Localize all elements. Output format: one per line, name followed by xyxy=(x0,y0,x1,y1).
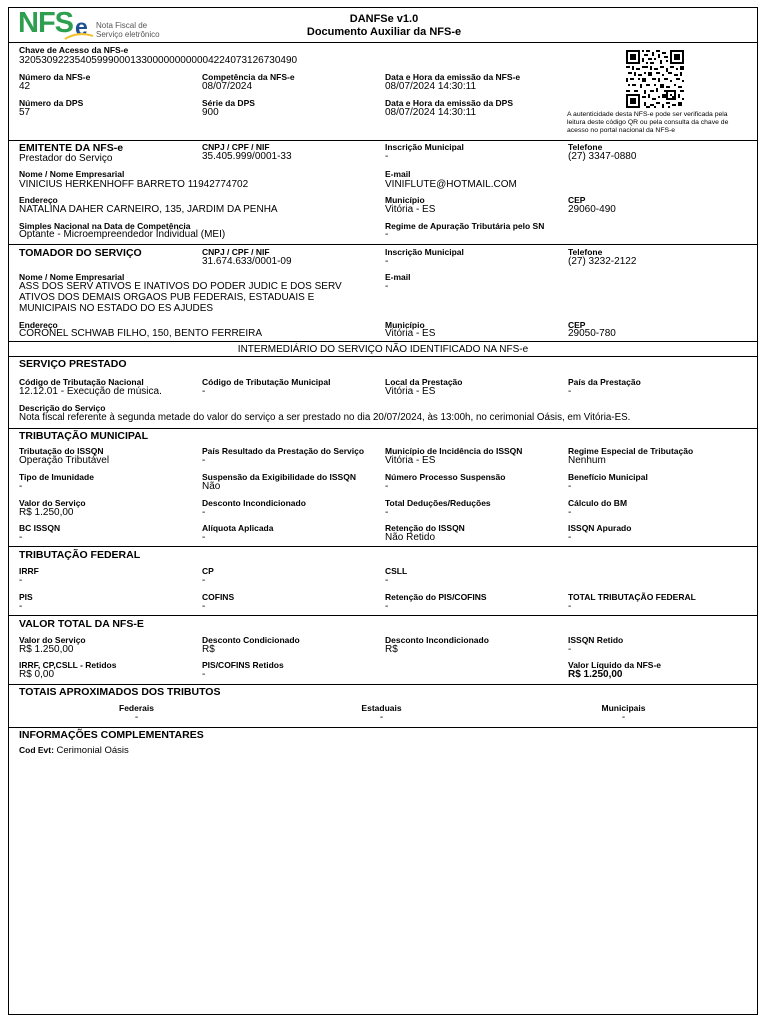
total-federal-value: - xyxy=(568,601,572,612)
desconto-inc-value: - xyxy=(202,507,206,518)
vt-servico-value: R$ 1.250,00 xyxy=(19,644,74,655)
trib-issqn-label: Tributação do ISSQN xyxy=(19,446,104,456)
pis-value: - xyxy=(19,601,23,612)
emitente-email-value: VINIFLUTE@HOTMAIL.COM xyxy=(385,179,517,190)
emitente-end-label: Endereço xyxy=(19,195,58,205)
vt-irrf-label: IRRF, CP,CSLL - Retidos xyxy=(19,660,117,670)
tomador-cnpj-value: 31.674.633/0001-09 xyxy=(202,256,292,267)
vt-pis-value: - xyxy=(202,669,206,680)
chave-value: 32053092235405999000133000000000004224073126730490 xyxy=(19,55,298,66)
irrf-value: - xyxy=(19,575,23,586)
tomador-nome-line-2: ATIVOS DOS DEMAIS ORGAOS PUB FEDERAIS, ESTADUAIS E xyxy=(19,292,315,303)
qr-code-icon xyxy=(626,50,684,108)
imunidade-value: - xyxy=(19,481,23,492)
servico-desc-value: Nota fiscal referente à segunda metade do valor do serviço a ser prestado no dia 20/07/2024, às 13:00h, no cerimonial Oásis, em Vitória-ES. xyxy=(19,412,631,423)
issqn-apurado-label: ISSQN Apurado xyxy=(568,523,632,533)
emitente-im-value: - xyxy=(385,151,389,162)
tomador-email-value: - xyxy=(385,281,389,292)
desconto-inc-label: Desconto Incondicionado xyxy=(202,498,306,508)
emitente-cep-label: CEP xyxy=(568,195,586,205)
vt-desc-cond-value: R$ xyxy=(202,644,215,655)
emitente-im-label: Inscrição Municipal xyxy=(385,142,464,152)
tomador-cnpj-label: CNPJ / CPF / NIF xyxy=(202,247,270,257)
intermediario-notice: INTERMEDIÁRIO DO SERVIÇO NÃO IDENTIFICADO NA NFS-e xyxy=(237,344,529,355)
vt-desc-inc-label: Desconto Incondicionado xyxy=(385,635,489,645)
vt-irrf-value: R$ 0,00 xyxy=(19,669,55,680)
vt-liquido-value: R$ 1.250,00 xyxy=(568,669,623,680)
qr-note: A autenticidade desta NFS-e pode ser verificada pela leitura deste código QR ou pela consulta da chave de acesso no portal nacional da NFS-e xyxy=(567,111,729,134)
vt-pis-label: PIS/COFINS Retidos xyxy=(202,660,284,670)
danfse-document xyxy=(8,7,758,1015)
tomador-title: TOMADOR DO SERVIÇO xyxy=(19,247,142,259)
trib-fed-title: TRIBUTAÇÃO FEDERAL xyxy=(19,549,141,561)
totais-estaduais-label: Estaduais xyxy=(361,703,402,713)
chave-label: Chave de Acesso da NFS-e xyxy=(19,45,129,55)
calculo-bm-value: - xyxy=(568,507,572,518)
retencao-issqn-label: Retenção do ISSQN xyxy=(385,523,465,533)
vt-desc-inc-value: R$ xyxy=(385,644,398,655)
emitente-title: EMITENTE DA NFS-e xyxy=(19,142,124,154)
valor-servico-label: Valor do Serviço xyxy=(19,498,86,508)
header-subtitle: Documento Auxiliar da NFS-e xyxy=(306,26,462,38)
servico-ctm-label: Código de Tributação Municipal xyxy=(202,377,331,387)
servico-ctn-value: 12.12.01 - Execução de música. xyxy=(19,386,162,397)
logo-nf: NFS xyxy=(18,7,73,39)
retencao-pis-label: Retenção do PIS/COFINS xyxy=(385,592,487,602)
totais-federais-label: Federais xyxy=(119,703,154,713)
totais-title: TOTAIS APROXIMADOS DOS TRIBUTOS xyxy=(19,686,221,698)
servico-title: SERVIÇO PRESTADO xyxy=(19,358,127,370)
emissao-dps-value: 08/07/2024 14:30:11 xyxy=(385,107,477,118)
emitente-cnpj-value: 35.405.999/0001-33 xyxy=(202,151,292,162)
pais-resultado-label: País Resultado da Prestação do Serviço xyxy=(202,446,365,456)
tomador-email-label: E-mail xyxy=(385,272,411,282)
bc-issqn-value: - xyxy=(19,532,23,543)
servico-local-label: Local da Prestação xyxy=(385,377,463,387)
tomador-nome-label: Nome / Nome Empresarial xyxy=(19,272,125,282)
cp-label: CP xyxy=(202,566,214,576)
pais-resultado-value: - xyxy=(202,455,206,466)
emitente-end-value: NATALINA DAHER CARNEIRO, 135, JARDIM DA PENHA xyxy=(19,204,278,215)
vt-servico-label: Valor do Serviço xyxy=(19,635,86,645)
issqn-apurado-value: - xyxy=(568,532,572,543)
emitente-nome-value: VINICIUS HERKENHOFF BARRETO 11942774702 xyxy=(19,179,249,190)
totais-federais-value: - xyxy=(134,712,139,723)
numero-nfse-value: 42 xyxy=(19,81,31,92)
info-cod-evt xyxy=(19,745,129,756)
vt-issqn-ret-value: - xyxy=(568,644,572,655)
mun-incidencia-label: Município de Incidência do ISSQN xyxy=(385,446,523,456)
aliquota-value: - xyxy=(202,532,206,543)
emitente-regime-label: Regime de Apuração Tributária pelo SN xyxy=(385,221,545,231)
retencao-pis-value: - xyxy=(385,601,389,612)
mun-incidencia-value: Vitória - ES xyxy=(385,455,436,466)
serie-dps-value: 900 xyxy=(202,107,219,118)
csll-value: - xyxy=(385,575,389,586)
cofins-value: - xyxy=(202,601,206,612)
total-federal-label: TOTAL TRIBUTAÇÃO FEDERAL xyxy=(568,592,696,602)
trib-issqn-value: Operação Tributável xyxy=(19,455,110,466)
servico-desc-label: Descrição do Serviço xyxy=(19,403,106,413)
info-title: INFORMAÇÕES COMPLEMENTARES xyxy=(19,729,204,741)
emitente-tel-value: (27) 3347-0880 xyxy=(568,151,637,162)
pis-label: PIS xyxy=(19,592,33,602)
irrf-label: IRRF xyxy=(19,566,39,576)
competencia-label: Competência da NFS-e xyxy=(202,72,295,82)
valor-total-title: VALOR TOTAL DA NFS-E xyxy=(19,618,144,630)
tomador-mun-value: Vitória - ES xyxy=(385,328,436,339)
info-cod-value: Cerimonial Oásis xyxy=(56,745,129,756)
vt-liquido-label: Valor Líquido da NFS-e xyxy=(568,660,662,670)
processo-value: - xyxy=(385,481,389,492)
totais-municipais-value: - xyxy=(621,712,626,723)
emissao-nfse-label: Data e Hora da emissão da NFS-e xyxy=(385,72,521,82)
emitente-email-label: E-mail xyxy=(385,169,411,179)
tomador-mun-label: Município xyxy=(385,320,425,330)
processo-label: Número Processo Suspensão xyxy=(385,472,506,482)
tomador-cep-label: CEP xyxy=(568,320,586,330)
totais-municipais-label: Municipais xyxy=(601,703,646,713)
emitente-tel-label: Telefone xyxy=(568,142,603,152)
suspensao-label: Suspensão da Exigibilidade do ISSQN xyxy=(202,472,356,482)
cp-value: - xyxy=(202,575,206,586)
regime-especial-value: Nenhum xyxy=(568,455,606,466)
tomador-tel-label: Telefone xyxy=(568,247,603,257)
emissao-nfse-value: 08/07/2024 14:30:11 xyxy=(385,81,477,92)
numero-dps-label: Número da DPS xyxy=(19,98,84,108)
numero-nfse-label: Número da NFS-e xyxy=(19,72,91,82)
emitente-simples-value: Optante - Microempreendedor Individual (MEI) xyxy=(19,229,226,240)
beneficio-value: - xyxy=(568,481,572,492)
vt-issqn-ret-label: ISSQN Retido xyxy=(568,635,624,645)
emitente-regime-value: - xyxy=(385,229,389,240)
suspensao-value: Não xyxy=(202,481,221,492)
nfse-logo xyxy=(18,9,188,43)
calculo-bm-label: Cálculo do BM xyxy=(568,498,628,508)
emitente-mun-label: Município xyxy=(385,195,425,205)
servico-pais-label: País da Prestação xyxy=(568,377,641,387)
competencia-value: 08/07/2024 xyxy=(202,81,253,92)
trib-mun-title: TRIBUTAÇÃO MUNICIPAL xyxy=(19,430,149,442)
servico-ctn-label: Código de Tributação Nacional xyxy=(19,377,144,387)
deducoes-label: Total Deduções/Reduções xyxy=(385,498,491,508)
retencao-issqn-value: Não Retido xyxy=(385,532,436,543)
logo-swoosh-icon xyxy=(64,33,94,41)
bc-issqn-label: BC ISSQN xyxy=(19,523,61,533)
emitente-cep-value: 29060-490 xyxy=(568,204,616,215)
tomador-cep-value: 29050-780 xyxy=(568,328,616,339)
tomador-im-value: - xyxy=(385,256,389,267)
servico-pais-value: - xyxy=(568,386,572,397)
emitente-nome-label: Nome / Nome Empresarial xyxy=(19,169,125,179)
header-title: DANFSe v1.0 xyxy=(349,13,419,25)
tomador-end-label: Endereço xyxy=(19,320,58,330)
tomador-im-label: Inscrição Municipal xyxy=(385,247,464,257)
tomador-end-value: CORONEL SCHWAB FILHO, 150, BENTO FERREIRA xyxy=(19,328,263,339)
info-cod-label: Cod Evt: xyxy=(19,745,54,755)
logo-e: e xyxy=(75,14,88,40)
vt-desc-cond-label: Desconto Condicionado xyxy=(202,635,300,645)
beneficio-label: Benefício Municipal xyxy=(568,472,648,482)
tomador-nome-line-1: ASS DOS SERV ATIVOS E INATIVOS DO PODER JUDIC E DOS SERV xyxy=(19,281,342,292)
valor-servico-value: R$ 1.250,00 xyxy=(19,507,74,518)
emitente-role: Prestador do Serviço xyxy=(19,153,113,164)
tomador-tel-value: (27) 3232-2122 xyxy=(568,256,637,267)
emitente-simples-label: Simples Nacional na Data de Competência xyxy=(19,221,191,231)
regime-especial-label: Regime Especial de Tributação xyxy=(568,446,694,456)
emitente-cnpj-label: CNPJ / CPF / NIF xyxy=(202,142,270,152)
logo-subtitle-2: Serviço eletrônico xyxy=(96,30,160,39)
emissao-dps-label: Data e Hora da emissão da DPS xyxy=(385,98,514,108)
cofins-label: COFINS xyxy=(202,592,235,602)
logo-subtitle-1: Nota Fiscal de xyxy=(96,21,148,30)
tomador-nome-line-3: MUNICIPAIS NO ESTADO DO ES AJUDES xyxy=(19,303,214,314)
servico-local-value: Vitória - ES xyxy=(385,386,436,397)
deducoes-value: - xyxy=(385,507,389,518)
servico-ctm-value: - xyxy=(202,386,206,397)
emitente-mun-value: Vitória - ES xyxy=(385,204,436,215)
aliquota-label: Alíquota Aplicada xyxy=(202,523,274,533)
numero-dps-value: 57 xyxy=(19,107,31,118)
csll-label: CSLL xyxy=(385,566,408,576)
serie-dps-label: Série da DPS xyxy=(202,98,255,108)
imunidade-label: Tipo de Imunidade xyxy=(19,472,94,482)
totais-estaduais-value: - xyxy=(379,712,384,723)
